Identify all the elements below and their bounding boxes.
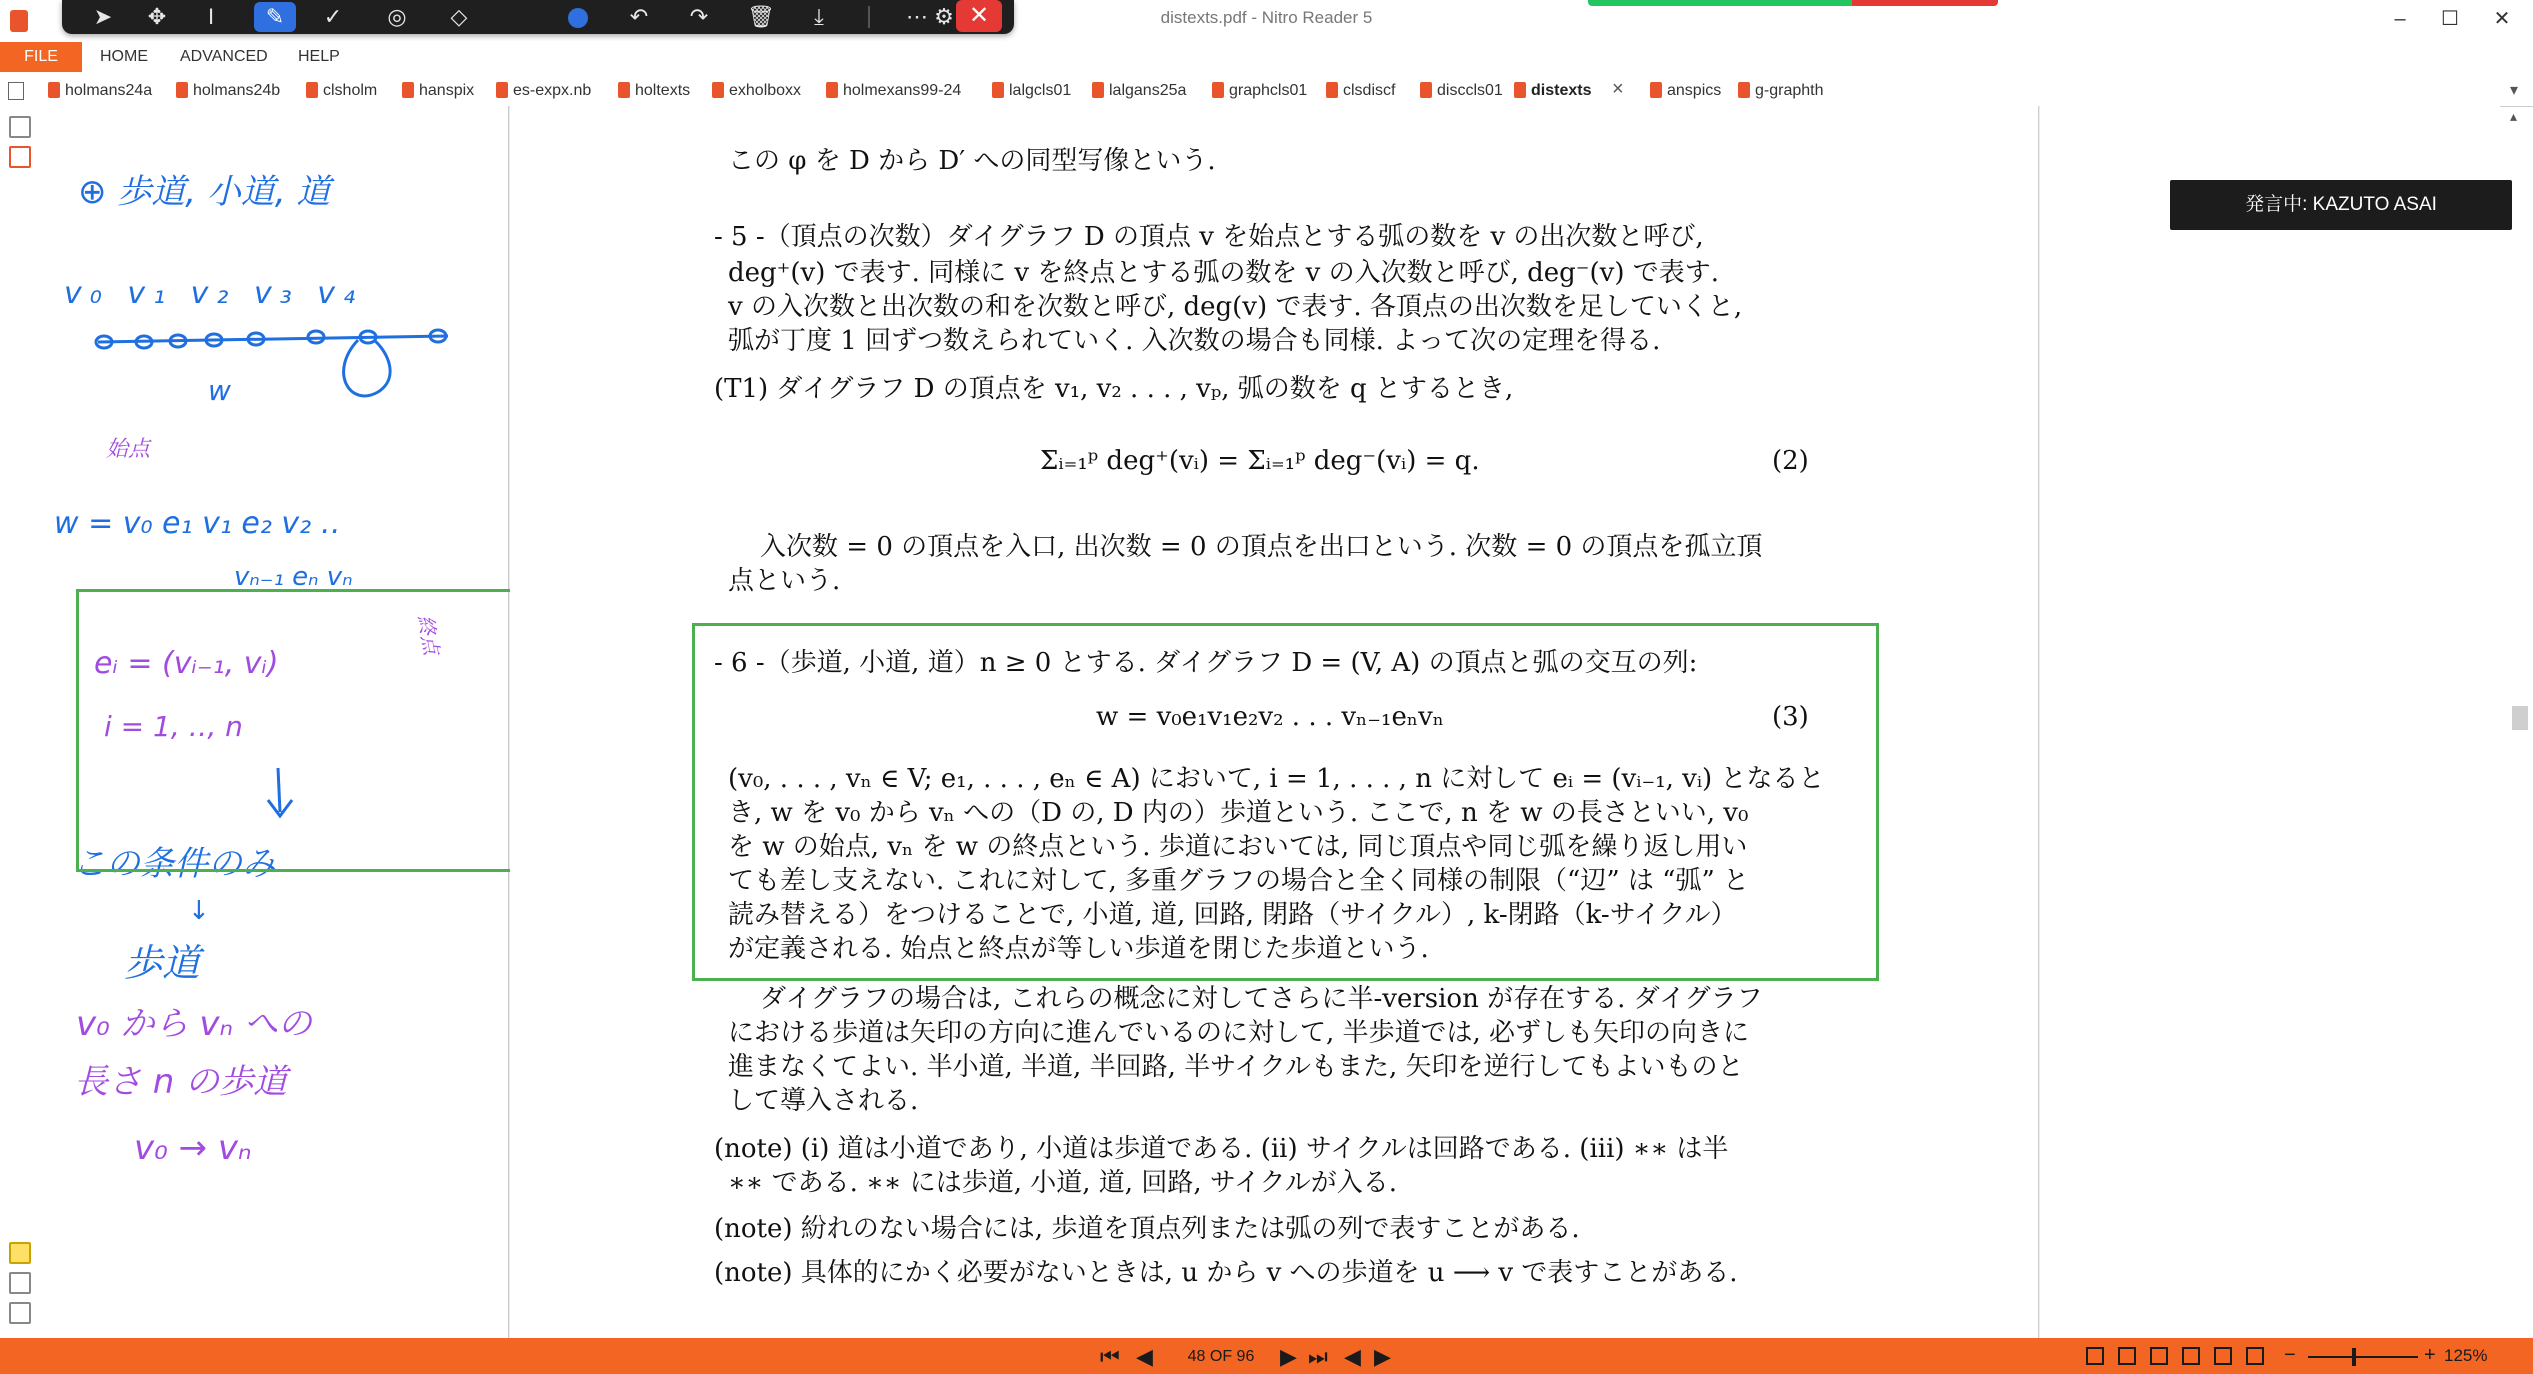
entry-para-line1: 入次数 = 0 の頂点を入口, 出次数 = 0 の頂点を出口という. 次数 = 0 の頂点を孤立頂 [760, 532, 1763, 562]
facing-continuous-view-icon[interactable] [2182, 1347, 2200, 1365]
item6-body-line3: を w の始点, vₙ を w の終点という. 歩道においては, 同じ頂点や同じ弧を繰り返し用い [728, 832, 1748, 862]
note-only-condition: この条件のみ [72, 844, 276, 884]
right-margin [2040, 106, 2500, 1338]
zoom-level[interactable]: 125% [2444, 1346, 2488, 1365]
pdf-icon [306, 82, 318, 98]
tab-holtexts[interactable]: holtexts [618, 80, 690, 102]
record-icon[interactable]: ◎ [387, 4, 407, 29]
left-sidebar-rail [0, 106, 39, 1338]
page-indicator[interactable]: 48 OF 96 [1187, 1348, 1255, 1365]
first-page-icon[interactable]: ⏮ [1100, 1344, 1120, 1369]
tab-clsdiscf[interactable]: clsdiscf [1326, 80, 1395, 102]
last-page-icon[interactable]: ⏭ [1308, 1344, 1328, 1369]
layers-icon[interactable] [9, 1302, 31, 1324]
previous-page-icon[interactable]: ◀ [1136, 1344, 1153, 1369]
tab-holmans24b[interactable]: holmans24b [176, 80, 280, 102]
tab-g-graphth[interactable]: g-graphth [1738, 80, 1824, 102]
entry-para-line2: 点という. [728, 566, 841, 596]
semi-para-line1: ダイグラフの場合は, これらの概念に対してさらに半-version が存在する. ダイグラフ [760, 984, 1763, 1014]
toolbar-divider [868, 6, 870, 28]
tab-lalgans25a[interactable]: lalgans25a [1092, 80, 1186, 102]
maximize-button[interactable]: ☐ [2441, 8, 2459, 30]
item6-body-line2: き, w を v₀ から vₙ への（D の, D 内の）歩道という. ここで, n を w の長さといい, v₀ [728, 798, 1749, 828]
redo-icon[interactable]: ↷ [689, 4, 709, 29]
pages-icon[interactable] [9, 116, 31, 138]
tab-clsholm[interactable]: clsholm [306, 80, 377, 102]
note-down-arrow-small: ↓ [188, 896, 210, 926]
tab-anspics[interactable]: anspics [1650, 80, 1721, 102]
tab-holmexans99-24[interactable]: holmexans99-24 [826, 80, 961, 102]
menu-home[interactable]: HOME [100, 48, 148, 65]
pdf-icon [1092, 82, 1104, 98]
download-icon[interactable]: ⤓ [814, 4, 824, 29]
semi-para-line2: における歩道は矢印の方向に進んでいるのに対して, 半歩道では, 必ずしも矢印の向きに [728, 1018, 1750, 1048]
item6-body-line1: (v₀, . . . , vₙ ∈ V; e₁, . . . , eₙ ∈ A) において, i = 1, . . . , n に対して eᵢ = (vᵢ₋₁, vᵢ) となると [728, 764, 1825, 794]
tab-graphcls01[interactable]: graphcls01 [1212, 80, 1307, 102]
item5-line3: v の入次数と出次数の和を次数と呼び, deg(v) で表す. 各頂点の出次数を足していくと, [728, 292, 1743, 322]
menu-advanced[interactable]: ADVANCED [180, 48, 268, 65]
zoom-slider-track[interactable] [2308, 1356, 2418, 1358]
user-settings-icon[interactable]: ⚙ [934, 4, 954, 29]
zoom-out-icon[interactable]: − [2284, 1344, 2296, 1366]
theorem-t1: (T1) ダイグラフ D の頂点を v₁, v₂ . . . , vₚ, 弧の数を q とするとき, [714, 374, 1514, 404]
back-view-icon[interactable]: ◀ [1344, 1344, 1361, 1369]
equation-2: Σᵢ₌₁ᵖ deg⁺(vᵢ) = Σᵢ₌₁ᵖ deg⁻(vᵢ) = q. [1040, 446, 1480, 476]
color-dot-icon[interactable] [568, 8, 588, 28]
pdf-icon [496, 82, 508, 98]
pdf-page [510, 106, 2039, 1338]
pdf-icon [618, 82, 630, 98]
note2: (note) 紛れのない場合には, 歩道を頂点列または弧の列で表すことがある. [714, 1214, 1580, 1244]
pdf-icon [1650, 82, 1662, 98]
item6-body-line5: 読み替える）をつけることで, 小道, 道, 回路, 閉路（サイクル）, k-閉路（k-サイクル） [728, 900, 1737, 930]
note-walk-trail-path: ⊕ 歩道, 小道, 道 [78, 172, 331, 212]
next-page-icon[interactable]: ▶ [1280, 1344, 1297, 1369]
single-page-view-icon[interactable] [2086, 1347, 2104, 1365]
item5-line4: 弧が丁度 1 回ずつ数えられていく. 入次数の場合も同様. よって次の定理を得る. [728, 326, 1661, 356]
document-list-icon[interactable] [8, 82, 24, 100]
presence-green-bar [1588, 0, 1852, 6]
note-w-definition-2: vₙ₋₁ eₙ vₙ [234, 562, 353, 592]
note-v0-to-vn: v₀ → vₙ [134, 1128, 252, 1168]
pdf-icon [402, 82, 414, 98]
more-icon[interactable]: ⋯ [906, 4, 928, 29]
speaking-badge: 発言中: KAZUTO ASAI [2170, 180, 2512, 230]
tab-holmans24a[interactable]: holmans24a [48, 80, 152, 102]
note1-line1: (note) (i) 道は小道であり, 小道は歩道である. (ii) サイクルは回路である. (iii) ∗∗ は半 [714, 1134, 1729, 1164]
note-length-walk: 長さ n の歩道 [74, 1062, 288, 1102]
note-end-point: 終点 [413, 612, 444, 657]
close-window-button[interactable]: ✕ [2493, 8, 2511, 30]
note-walk: 歩道 [124, 941, 201, 985]
pdf-icon [1514, 82, 1526, 98]
equation-3: w = v₀e₁v₁e₂v₂ . . . vₙ₋₁eₙvₙ [1096, 702, 1445, 732]
item6-highlight-box [692, 623, 1879, 981]
notes-highlight-box [76, 589, 539, 872]
pdf-icon [1420, 82, 1432, 98]
pdf-icon [992, 82, 1004, 98]
move-icon[interactable]: ✥ [147, 4, 167, 29]
note1-line2: ∗∗ である. ∗∗ には歩道, 小道, 道, 回路, サイクルが入る. [728, 1168, 1398, 1198]
note-walk-sketch [88, 312, 468, 402]
pdf-icon [712, 82, 724, 98]
document-viewport[interactable] [38, 106, 2500, 1338]
vertical-scrollbar-thumb[interactable] [2512, 706, 2528, 730]
note3: (note) 具体的にかく必要がないときは, u から v への歩道を u ⟶ v で表すことがある. [714, 1258, 1738, 1288]
note-w-label: w [208, 374, 231, 407]
tab-exholboxx[interactable]: exholboxx [712, 80, 801, 102]
forward-view-icon[interactable]: ▶ [1374, 1344, 1391, 1369]
equation-2-number: (2) [1772, 446, 1809, 476]
comments-icon[interactable] [9, 1242, 31, 1264]
menu-help[interactable]: HELP [298, 48, 340, 65]
tab-disccls01[interactable]: disccls01 [1420, 80, 1503, 102]
minimize-button[interactable]: – [2394, 8, 2406, 30]
presence-red-bar [1852, 0, 1998, 6]
facing-view-icon[interactable] [2150, 1347, 2168, 1365]
tab-overflow-icon[interactable]: ▾ [2510, 82, 2519, 99]
text-cursor-icon[interactable]: I [207, 4, 215, 29]
status-bar [0, 1338, 2533, 1374]
equation-3-number: (3) [1772, 702, 1809, 732]
attachments-icon[interactable] [9, 1272, 31, 1294]
tab-close-icon[interactable]: × [1612, 78, 1624, 100]
continuous-view-icon[interactable] [2118, 1347, 2136, 1365]
note-index-range: i = 1, ‥, n [104, 710, 243, 743]
note-e-definition: eᵢ = (vᵢ₋₁, vᵢ) [94, 646, 279, 681]
tab-es-expx[interactable]: es-expx.nb [496, 80, 591, 102]
menu-file[interactable]: FILE [0, 42, 82, 72]
note-start-point: 始点 [106, 437, 151, 462]
pdf-icon [1326, 82, 1338, 98]
pdf-icon [48, 82, 60, 98]
tab-hanspix[interactable]: hanspix [402, 80, 474, 102]
bookmarks-icon[interactable] [9, 146, 31, 168]
scroll-up-icon[interactable]: ▴ [2510, 108, 2518, 124]
zoom-slider-thumb[interactable] [2352, 1348, 2356, 1366]
pdf-icon [1212, 82, 1224, 98]
close-icon[interactable]: ✕ [956, 0, 1002, 32]
item5-line2: deg⁺(v) で表す. 同様に v を終点とする弧の数を v の入次数と呼び, deg⁻(v) で表す. [728, 258, 1720, 288]
fit-page-icon[interactable] [2246, 1347, 2264, 1365]
item6-heading: - 6 -（歩道, 小道, 道）n ≥ 0 とする. ダイグラフ D = (V, A) の頂点と弧の交互の列: [714, 648, 1698, 678]
ribbon-menu [0, 42, 2533, 72]
fit-width-icon[interactable] [2214, 1347, 2232, 1365]
text-isomorphism: この φ を D から D′ への同型写像という. [728, 146, 1216, 176]
annotation-toolbar [62, 0, 1014, 34]
item6-body-line4: ても差し支えない. これに対して, 多重グラフの場合と全く同様の制限（“辺” は “弧” と [728, 866, 1750, 896]
trash-icon[interactable]: 🗑 [747, 4, 775, 29]
pdf-icon [1738, 82, 1750, 98]
note-vertices: v₀ v₁ v₂ v₃ v₄ [64, 276, 364, 311]
arrow-cursor-icon[interactable]: ➤ [93, 4, 113, 29]
document-tabs [0, 72, 2533, 107]
note-w-definition-1: w = v₀ e₁ v₁ e₂ v₂ ‥ [54, 506, 341, 541]
window-title: distexts.pdf - Nitro Reader 5 [1160, 8, 1373, 27]
tab-lalgcls01[interactable]: lalgcls01 [992, 80, 1071, 102]
tab-distexts[interactable]: distexts [1514, 80, 1591, 102]
presence-indicator [1588, 0, 1998, 6]
check-icon[interactable]: ✓ [323, 4, 343, 29]
pdf-icon [826, 82, 838, 98]
semi-para-line4: して導入される. [728, 1086, 919, 1116]
item6-body-line6: が定義される. 始点と終点が等しい歩道を閉じた歩道という. [728, 934, 1429, 964]
semi-para-line3: 進まなくてよい. 半小道, 半道, 半回路, 半サイクルもまた, 矢印を逆行してもよいものと [728, 1052, 1744, 1082]
pen-icon[interactable]: ✎ [254, 2, 296, 32]
eraser-icon[interactable]: ◇ [450, 4, 468, 29]
zoom-in-icon[interactable]: + [2424, 1344, 2436, 1366]
item5-line1: - 5 -（頂点の次数）ダイグラフ D の頂点 v を始点とする弧の数を v の出次数と呼び, [714, 222, 1704, 252]
pdf-icon [176, 82, 188, 98]
undo-icon[interactable]: ↶ [629, 4, 649, 29]
note-from-to: v₀ から vₙ への [76, 1004, 312, 1044]
